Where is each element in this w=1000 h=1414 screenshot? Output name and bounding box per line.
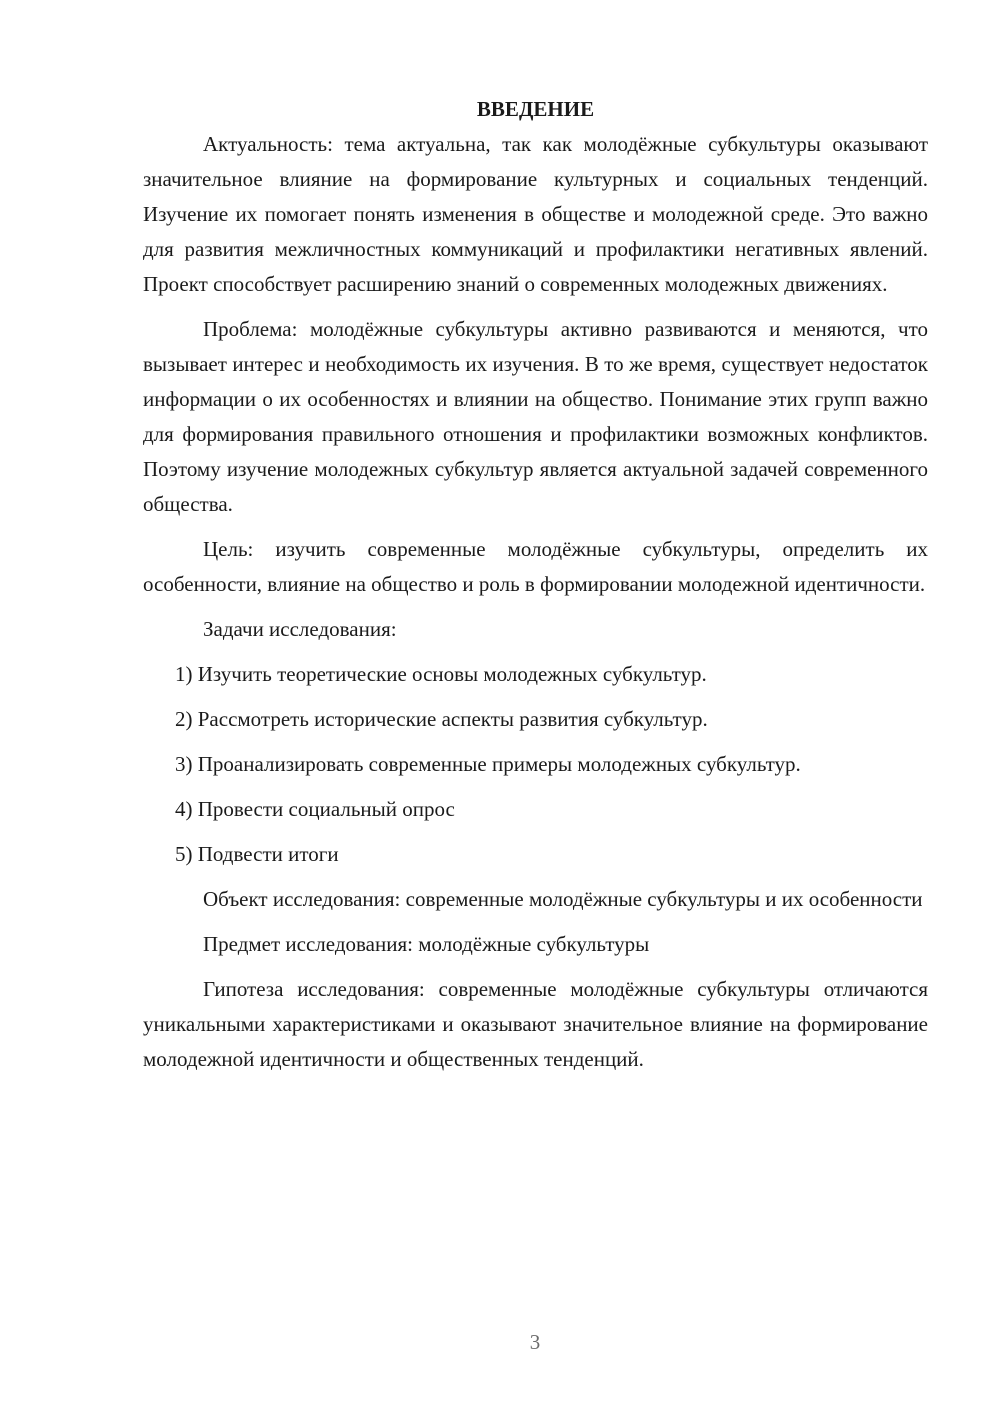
list-item: 4) Провести социальный опрос [175, 797, 455, 821]
tasks-list-container [143, 657, 928, 872]
paragraph-hypothesis: Гипотеза исследования: современные молодёжные субкультуры отличаются уникальными характеристиками и оказывают значительное влияние на формирование молодежной идентичности и общественных тенденций. [143, 977, 928, 1071]
tasks-list [143, 657, 928, 872]
page-number: 3 [529, 1330, 541, 1354]
list-item: 2) Рассмотреть исторические аспекты развития субкультур. [175, 707, 708, 731]
paragraph-subject: Предмет исследования: молодёжные субкультуры [203, 932, 650, 956]
tasks-heading: Задачи исследования: [203, 617, 397, 641]
paragraph-goal: Цель: изучить современные молодёжные субкультуры, определить их особенности, влияние на общество и роль в формировании молодежной идентичности. [143, 537, 928, 596]
list-item: 1) Изучить теоретические основы молодежных субкультур. [175, 662, 707, 686]
paragraph-problem: Проблема: молодёжные субкультуры активно развиваются и меняются, что вызывает интерес и необходимость их изучения. В то же время, существует недостаток информации о их особенностях и влиянии на общество. Понимание этих групп важно для формирования правильного отношения и профилактики возможных конфликтов. Поэтому изучение молодежных субкультур является актуальной задачей современного общества. [143, 317, 928, 516]
paragraph-object: Объект исследования: современные молодёжные субкультуры и их особенности [203, 887, 923, 911]
list-item: 5) Подвести итоги [175, 842, 339, 866]
page-title: ВВЕДЕНИЕ [476, 97, 595, 121]
list-item: 3) Проанализировать современные примеры молодежных субкультур. [175, 752, 801, 776]
paragraph-relevance: Актуальность: тема актуальна, так как молодёжные субкультуры оказывают значительное влияние на формирование культурных и социальных тенденций. Изучение их помогает понять изменения в обществе и молодежной среде. Это важно для развития межличностных коммуникаций и профилактики негативных явлений. Проект способствует расширению знаний о современных молодежных движениях. [143, 132, 928, 296]
document-page [143, 92, 928, 1077]
